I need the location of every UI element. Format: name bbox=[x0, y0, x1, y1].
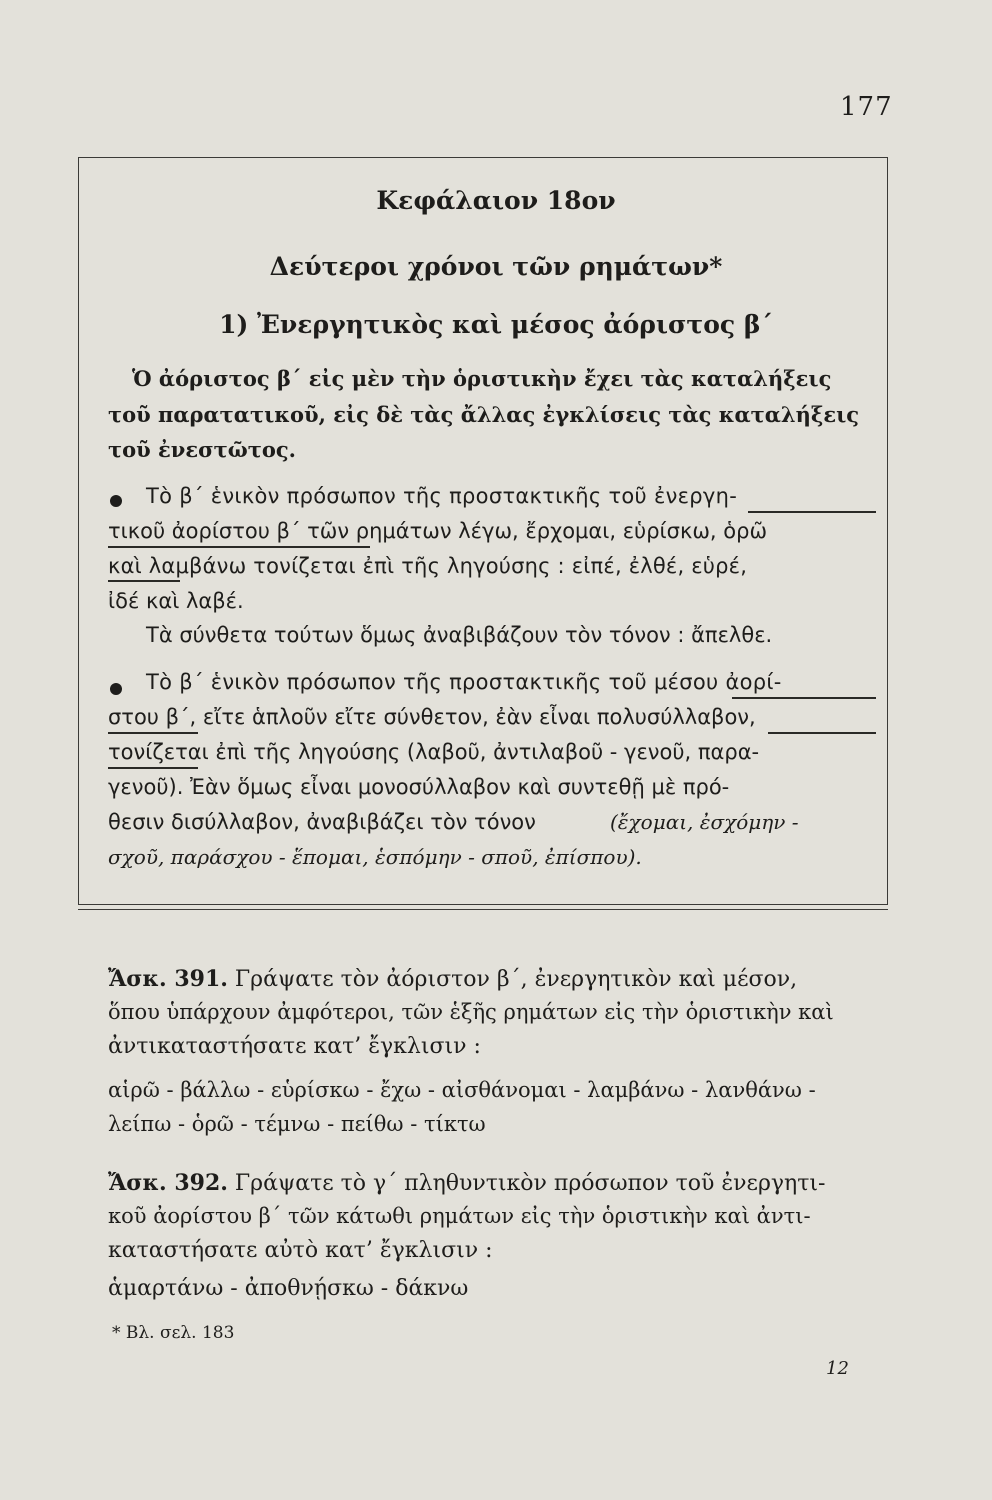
exercise-392-line bbox=[108, 1170, 825, 1196]
exercise-text: ἀντικαταστήσατε κατ’ ἔγκλισιν : bbox=[108, 1034, 481, 1059]
exercise-text: καταστήσατε αὐτὸ κατ’ ἔγκλισιν : bbox=[108, 1238, 493, 1263]
intro-line: Ὁ ἀόριστος β΄ εἰς μὲν τὴν ὁριστικὴν ἔχει τὰς καταλήξεις bbox=[132, 366, 832, 391]
exercise-text: Γράψατε τὸ γ΄ πληθυντικὸν πρόσωπον τοῦ ἐνεργητι- bbox=[234, 1171, 826, 1196]
rule-line: Τὸ β΄ ἑνικὸν πρόσωπον τῆς προστακτικῆς τοῦ μέσου ἀορί- bbox=[146, 670, 782, 694]
rule-line: στου β΄, εἴτε ἁπλοῦν εἴτε σύνθετον, ἐὰν εἶναι πολυσύλλαβον, bbox=[108, 705, 756, 729]
exercise-verbs: ἁμαρτάνω - ἀποθνῄσκω - δάκνω bbox=[108, 1276, 469, 1301]
chapter-title: Κεφάλαιον 18ον bbox=[376, 186, 616, 215]
bullet-icon bbox=[110, 683, 122, 695]
rule-line: τονίζεται ἐπὶ τῆς ληγούσης (λαβοῦ, ἀντιλαβοῦ - γενοῦ, παρα- bbox=[108, 740, 760, 764]
underline-mark bbox=[108, 546, 370, 548]
signature-mark: 12 bbox=[826, 1358, 849, 1379]
underline-mark bbox=[108, 580, 180, 582]
exercise-label: Ἄσκ. 391. bbox=[108, 966, 228, 992]
section-title: 1) Ἐνεργητικὸς καὶ μέσος ἀόριστος β΄ bbox=[219, 310, 773, 339]
intro-line: τοῦ ἐνεστῶτος. bbox=[108, 437, 296, 462]
rule-line: Τὸ β΄ ἑνικὸν πρόσωπον τῆς προστακτικῆς τοῦ ἐνεργη- bbox=[146, 484, 738, 508]
page-number: 177 bbox=[840, 92, 893, 122]
exercise-verbs: αἱρῶ - βάλλω - εὑρίσκω - ἔχω - αἰσθάνομαι - λαμβάνω - λανθάνω - bbox=[108, 1078, 816, 1102]
chapter-subtitle: Δεύτεροι χρόνοι τῶν ρημάτων* bbox=[269, 252, 723, 281]
underline-mark bbox=[768, 732, 876, 734]
exercise-391-line bbox=[108, 966, 797, 992]
footnote: * Βλ. σελ. 183 bbox=[112, 1323, 235, 1343]
rule-italic-examples: (ἔχομαι, ἐσχόμην - bbox=[610, 810, 799, 834]
bullet-icon bbox=[110, 495, 122, 507]
rule-line: τικοῦ ἀορίστου β΄ τῶν ρημάτων λέγω, ἔρχομαι, εὑρίσκω, ὁρῶ bbox=[108, 519, 768, 543]
rule-line: γενοῦ). Ἐὰν ὅμως εἶναι μονοσύλλαβον καὶ συντεθῇ μὲ πρό- bbox=[108, 775, 730, 799]
rule-line: ἰδέ καὶ λαβέ. bbox=[108, 589, 244, 613]
exercise-label: Ἄσκ. 392. bbox=[108, 1170, 228, 1196]
exercise-text: κοῦ ἀορίστου β΄ τῶν κάτωθι ρημάτων εἰς τὴν ὁριστικὴν καὶ ἀντι- bbox=[108, 1204, 811, 1228]
underline-mark bbox=[108, 767, 198, 769]
rule-line: καὶ λαμβάνω τονίζεται ἐπὶ τῆς ληγούσης : εἰπέ, ἐλθέ, εὑρέ, bbox=[108, 554, 748, 578]
exercise-verbs: λείπω - ὁρῶ - τέμνω - πείθω - τίκτω bbox=[108, 1112, 486, 1136]
exercise-text: ὅπου ὑπάρχουν ἀμφότεροι, τῶν ἑξῆς ρημάτων εἰς τὴν ὁριστικὴν καὶ bbox=[108, 1000, 834, 1024]
underline-mark bbox=[732, 697, 876, 699]
underline-mark bbox=[748, 511, 876, 513]
exercise-text: Γράψατε τὸν ἀόριστον β΄, ἐνεργητικὸν καὶ μέσον, bbox=[234, 967, 798, 992]
rule-line: θεσιν δισύλλαβον, ἀναβιβάζει τὸν τόνον bbox=[108, 810, 536, 834]
rule-line: Τὰ σύνθετα τούτων ὅμως ἀναβιβάζουν τὸν τόνον : ἄπελθε. bbox=[146, 623, 773, 647]
underline-mark bbox=[108, 732, 198, 734]
rule-italic-examples: σχοῦ, παράσχου - ἕπομαι, ἑσπόμην - σποῦ, ἐπίσπου). bbox=[108, 845, 642, 869]
intro-line: τοῦ παρατατικοῦ, εἰς δὲ τὰς ἄλλας ἐγκλίσεις τὰς καταλήξεις bbox=[108, 402, 860, 427]
